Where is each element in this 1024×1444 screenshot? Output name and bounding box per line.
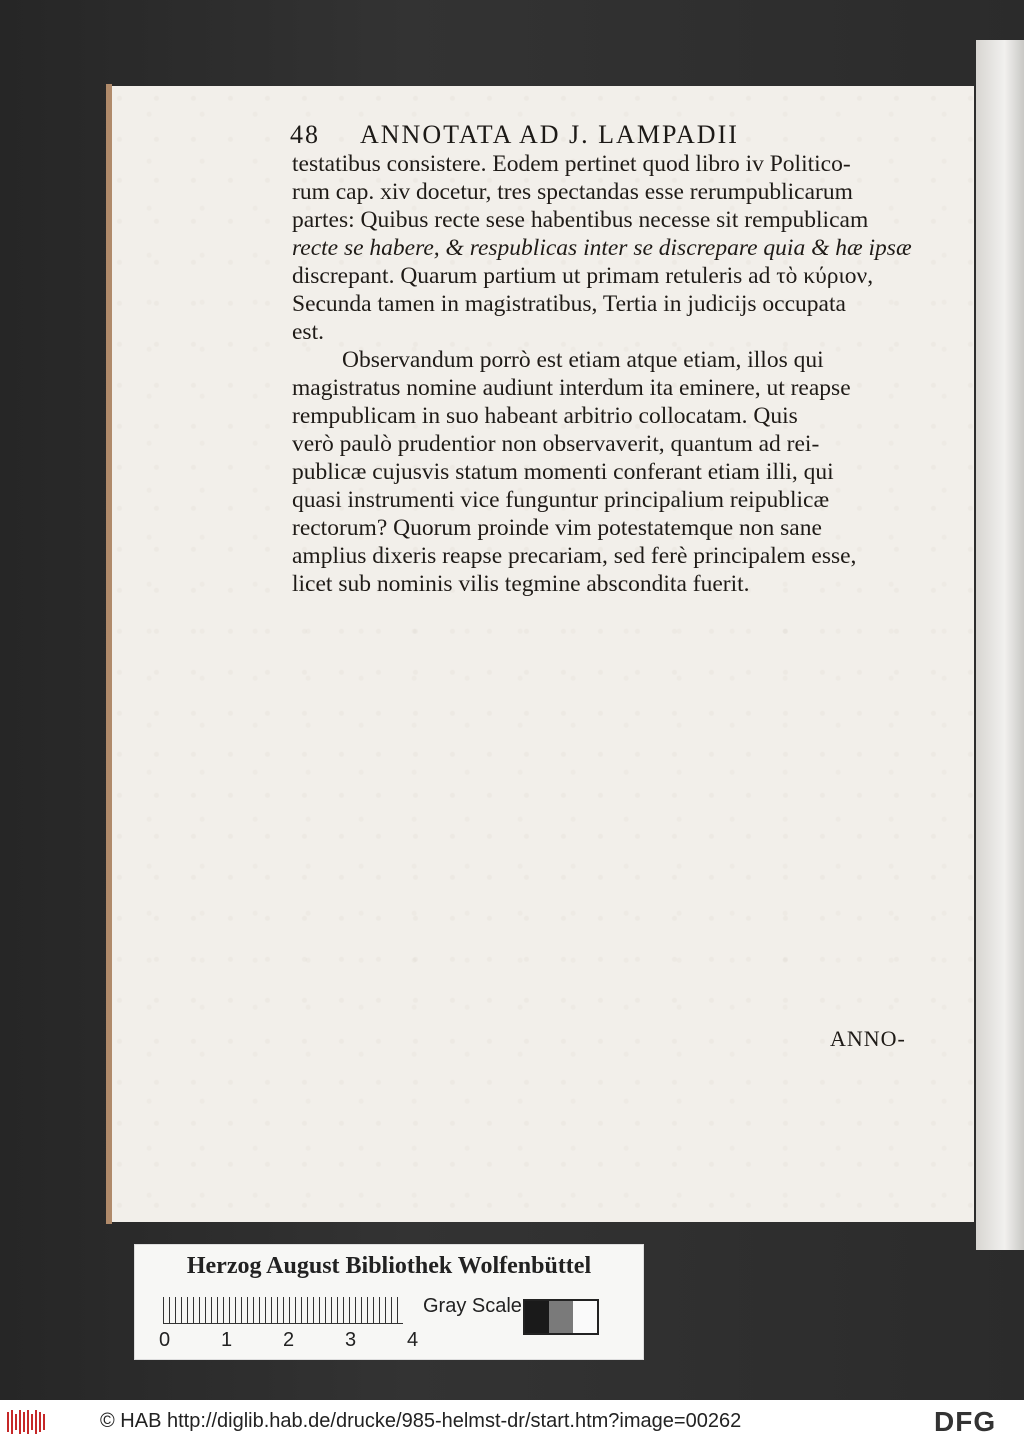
- page-number: 48: [290, 120, 320, 149]
- running-head-title: ANNOTATA AD J. LAMPADII: [360, 120, 739, 149]
- ruler-number: 4: [407, 1329, 419, 1351]
- text-line: magistratus nomine audiunt interdum ita eminere, ut reapse: [292, 375, 851, 401]
- text-line: verò paulò prudentior non observaverit, quantum ad rei-: [292, 431, 820, 457]
- text-line: amplius dixeris reapse precariam, sed ferè principalem esse,: [292, 543, 857, 569]
- text-line: Secunda tamen in magistratibus, Tertia in judicijs occupata: [292, 291, 846, 317]
- text-line: est.: [292, 319, 324, 345]
- text-line: licet sub nominis vilis tegmine abscondita fuerit.: [292, 571, 750, 597]
- running-head: [290, 120, 930, 150]
- text-line: rectorum? Quorum proinde vim potestatemque non sane: [292, 515, 822, 541]
- copyright-url: © HAB http://diglib.hab.de/drucke/985-helmst-dr/start.htm?image=00262: [100, 1410, 742, 1432]
- adjacent-page-edge: [976, 40, 1024, 1250]
- gray-swatch: [525, 1301, 549, 1333]
- hab-logo-icon: [6, 1408, 46, 1436]
- ruler-number: 0: [159, 1329, 171, 1351]
- text-line: partes: Quibus recte sese habentibus necesse sit rempublicam: [292, 207, 869, 233]
- text-line: Observandum porrò est etiam atque etiam, illos qui: [342, 347, 824, 373]
- footer-bar: [0, 1400, 1024, 1444]
- text-line: rempublicam in suo habeant arbitrio collocatam. Quis: [292, 403, 798, 429]
- catchword: ANNO-: [830, 1026, 906, 1051]
- scale-ruler: [163, 1297, 403, 1324]
- text-line: recte se habere, & respublicas inter se discrepare quia & hæ ipsæ: [292, 235, 912, 261]
- gray-scale-swatches: [523, 1299, 599, 1335]
- gray-scale-label: Gray Scale: [423, 1295, 522, 1317]
- gray-swatch: [573, 1301, 597, 1333]
- ruler-number: 3: [345, 1329, 357, 1351]
- ruler-number: 1: [221, 1329, 233, 1351]
- library-name: Herzog August Bibliothek Wolfenbüttel: [186, 1253, 592, 1279]
- text-line: testatibus consistere. Eodem pertinet quod libro iv Politico-: [292, 151, 851, 177]
- library-label-card: [134, 1244, 644, 1360]
- text-line: publicæ cujusvis statum momenti conferant etiam illi, qui: [292, 459, 834, 485]
- text-block: [292, 150, 932, 598]
- dfg-logo: DFG: [934, 1406, 997, 1437]
- ruler-numbers: [159, 1329, 419, 1352]
- text-line: rum cap. xiv docetur, tres spectandas esse rerumpublicarum: [292, 179, 853, 205]
- text-line: discrepant. Quarum partium ut primam retuleris ad τὸ κύριον,: [292, 263, 874, 289]
- ruler-number: 2: [283, 1329, 295, 1351]
- gray-swatch: [549, 1301, 573, 1333]
- text-line: quasi instrumenti vice funguntur principalium reipublicæ: [292, 487, 830, 513]
